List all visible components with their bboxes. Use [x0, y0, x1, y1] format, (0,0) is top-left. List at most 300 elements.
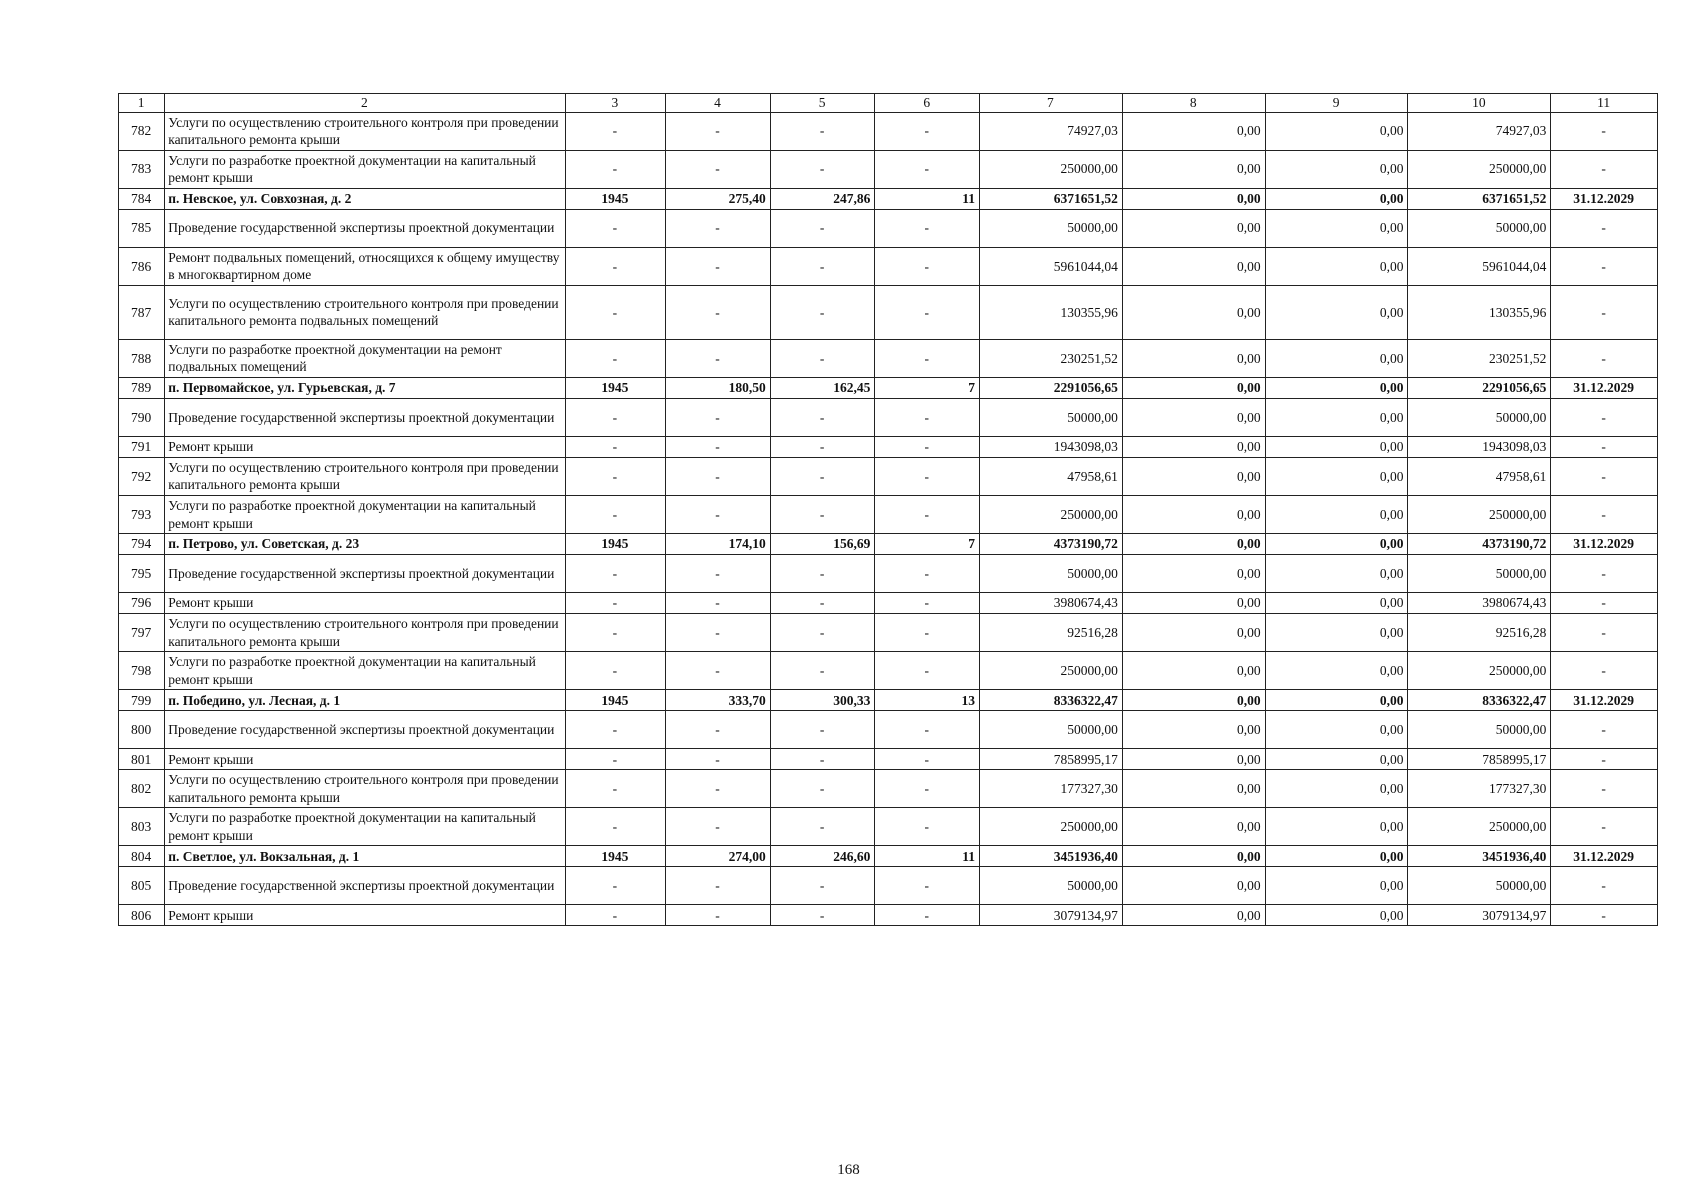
area-total-cell: -: [666, 457, 771, 495]
row-number-cell: 786: [119, 247, 165, 285]
cost-total-cell: 7858995,17: [980, 749, 1123, 770]
fund-local-cell: 0,00: [1265, 112, 1408, 150]
description-cell: Услуги по разработке проектной документации на капитальный ремонт крыши: [165, 652, 565, 690]
completion-date-cell: -: [1551, 209, 1658, 247]
table-row: [119, 112, 1658, 150]
col-header-1: 1: [119, 94, 165, 113]
area-total-cell: -: [666, 209, 771, 247]
year-cell: -: [565, 457, 666, 495]
owners-funds-cell: 47958,61: [1408, 457, 1551, 495]
capital-repair-table: [118, 93, 1658, 926]
fund-local-cell: 0,00: [1265, 457, 1408, 495]
row-number-cell: 800: [119, 711, 165, 749]
table-body: [119, 112, 1658, 926]
year-cell: -: [565, 496, 666, 534]
cost-total-cell: 6371651,52: [980, 188, 1123, 209]
col-header-4: 4: [666, 94, 771, 113]
area-total-cell: -: [666, 749, 771, 770]
area-living-cell: -: [770, 150, 875, 188]
year-cell: -: [565, 652, 666, 690]
residents-cell: -: [875, 593, 980, 614]
description-cell: Проведение государственной экспертизы проектной документации: [165, 209, 565, 247]
owners-funds-cell: 2291056,65: [1408, 377, 1551, 398]
fund-regional-cell: 0,00: [1122, 377, 1265, 398]
residents-cell: -: [875, 905, 980, 926]
description-cell: Ремонт крыши: [165, 593, 565, 614]
description-cell: Услуги по разработке проектной документации на капитальный ремонт крыши: [165, 808, 565, 846]
owners-funds-cell: 3079134,97: [1408, 905, 1551, 926]
row-number-cell: 798: [119, 652, 165, 690]
completion-date-cell: -: [1551, 770, 1658, 808]
completion-date-cell: -: [1551, 339, 1658, 377]
row-number-cell: 790: [119, 398, 165, 436]
year-cell: -: [565, 614, 666, 652]
row-number-cell: 795: [119, 555, 165, 593]
table-row: [119, 808, 1658, 846]
owners-funds-cell: 177327,30: [1408, 770, 1551, 808]
area-total-cell: 174,10: [666, 534, 771, 555]
area-total-cell: -: [666, 285, 771, 339]
fund-local-cell: 0,00: [1265, 711, 1408, 749]
area-total-cell: -: [666, 398, 771, 436]
area-total-cell: -: [666, 496, 771, 534]
row-number-cell: 801: [119, 749, 165, 770]
fund-regional-cell: 0,00: [1122, 457, 1265, 495]
owners-funds-cell: 50000,00: [1408, 209, 1551, 247]
description-cell: Услуги по разработке проектной документации на ремонт подвальных помещений: [165, 339, 565, 377]
year-cell: -: [565, 150, 666, 188]
address-row: [119, 534, 1658, 555]
owners-funds-cell: 250000,00: [1408, 652, 1551, 690]
row-number-cell: 793: [119, 496, 165, 534]
fund-regional-cell: 0,00: [1122, 339, 1265, 377]
description-cell: Проведение государственной экспертизы проектной документации: [165, 555, 565, 593]
completion-date-cell: -: [1551, 150, 1658, 188]
row-number-cell: 791: [119, 436, 165, 457]
area-living-cell: -: [770, 247, 875, 285]
area-total-cell: -: [666, 770, 771, 808]
year-cell: 1945: [565, 377, 666, 398]
area-living-cell: -: [770, 808, 875, 846]
area-total-cell: -: [666, 867, 771, 905]
owners-funds-cell: 50000,00: [1408, 398, 1551, 436]
year-cell: -: [565, 711, 666, 749]
area-total-cell: -: [666, 593, 771, 614]
cost-total-cell: 250000,00: [980, 808, 1123, 846]
completion-date-cell: -: [1551, 496, 1658, 534]
table-row: [119, 285, 1658, 339]
residents-cell: -: [875, 436, 980, 457]
completion-date-cell: -: [1551, 112, 1658, 150]
fund-local-cell: 0,00: [1265, 188, 1408, 209]
row-number-cell: 784: [119, 188, 165, 209]
row-number-cell: 804: [119, 846, 165, 867]
residents-cell: -: [875, 247, 980, 285]
owners-funds-cell: 250000,00: [1408, 496, 1551, 534]
year-cell: 1945: [565, 188, 666, 209]
cost-total-cell: 177327,30: [980, 770, 1123, 808]
completion-date-cell: 31.12.2029: [1551, 690, 1658, 711]
description-cell: Услуги по разработке проектной документации на капитальный ремонт крыши: [165, 150, 565, 188]
area-living-cell: -: [770, 711, 875, 749]
area-living-cell: 246,60: [770, 846, 875, 867]
residents-cell: -: [875, 614, 980, 652]
row-number-cell: 783: [119, 150, 165, 188]
fund-regional-cell: 0,00: [1122, 711, 1265, 749]
area-living-cell: -: [770, 496, 875, 534]
description-cell: п. Победино, ул. Лесная, д. 1: [165, 690, 565, 711]
table-row: [119, 555, 1658, 593]
fund-regional-cell: 0,00: [1122, 690, 1265, 711]
year-cell: -: [565, 905, 666, 926]
area-total-cell: -: [666, 808, 771, 846]
table-row: [119, 749, 1658, 770]
year-cell: 1945: [565, 690, 666, 711]
fund-regional-cell: 0,00: [1122, 749, 1265, 770]
fund-local-cell: 0,00: [1265, 770, 1408, 808]
cost-total-cell: 8336322,47: [980, 690, 1123, 711]
fund-regional-cell: 0,00: [1122, 555, 1265, 593]
col-header-6: 6: [875, 94, 980, 113]
row-number-cell: 787: [119, 285, 165, 339]
cost-total-cell: 230251,52: [980, 339, 1123, 377]
row-number-cell: 805: [119, 867, 165, 905]
residents-cell: -: [875, 555, 980, 593]
fund-regional-cell: 0,00: [1122, 188, 1265, 209]
residents-cell: -: [875, 652, 980, 690]
area-living-cell: -: [770, 905, 875, 926]
col-header-3: 3: [565, 94, 666, 113]
cost-total-cell: 4373190,72: [980, 534, 1123, 555]
description-cell: п. Светлое, ул. Вокзальная, д. 1: [165, 846, 565, 867]
area-living-cell: -: [770, 457, 875, 495]
owners-funds-cell: 250000,00: [1408, 808, 1551, 846]
cost-total-cell: 130355,96: [980, 285, 1123, 339]
table-row: [119, 398, 1658, 436]
area-total-cell: 275,40: [666, 188, 771, 209]
fund-local-cell: 0,00: [1265, 534, 1408, 555]
area-living-cell: -: [770, 398, 875, 436]
fund-regional-cell: 0,00: [1122, 150, 1265, 188]
year-cell: -: [565, 867, 666, 905]
cost-total-cell: 1943098,03: [980, 436, 1123, 457]
year-cell: -: [565, 112, 666, 150]
col-header-9: 9: [1265, 94, 1408, 113]
table-row: [119, 770, 1658, 808]
col-header-8: 8: [1122, 94, 1265, 113]
area-total-cell: -: [666, 436, 771, 457]
residents-cell: -: [875, 209, 980, 247]
row-number-cell: 806: [119, 905, 165, 926]
fund-regional-cell: 0,00: [1122, 436, 1265, 457]
row-number-cell: 782: [119, 112, 165, 150]
area-living-cell: -: [770, 770, 875, 808]
cost-total-cell: 50000,00: [980, 555, 1123, 593]
area-living-cell: -: [770, 614, 875, 652]
area-living-cell: -: [770, 652, 875, 690]
col-header-11: 11: [1551, 94, 1658, 113]
area-total-cell: -: [666, 555, 771, 593]
cost-total-cell: 50000,00: [980, 209, 1123, 247]
cost-total-cell: 3451936,40: [980, 846, 1123, 867]
fund-regional-cell: 0,00: [1122, 496, 1265, 534]
area-total-cell: -: [666, 711, 771, 749]
table-row: [119, 614, 1658, 652]
year-cell: -: [565, 555, 666, 593]
fund-local-cell: 0,00: [1265, 339, 1408, 377]
description-cell: Ремонт крыши: [165, 905, 565, 926]
residents-cell: -: [875, 770, 980, 808]
fund-regional-cell: 0,00: [1122, 398, 1265, 436]
completion-date-cell: -: [1551, 867, 1658, 905]
year-cell: -: [565, 247, 666, 285]
description-cell: Ремонт подвальных помещений, относящихся к общему имуществу в многоквартирном доме: [165, 247, 565, 285]
area-total-cell: -: [666, 247, 771, 285]
owners-funds-cell: 250000,00: [1408, 150, 1551, 188]
area-living-cell: 300,33: [770, 690, 875, 711]
fund-local-cell: 0,00: [1265, 209, 1408, 247]
area-total-cell: -: [666, 905, 771, 926]
row-number-cell: 799: [119, 690, 165, 711]
table-row: [119, 905, 1658, 926]
table-row: [119, 652, 1658, 690]
completion-date-cell: -: [1551, 749, 1658, 770]
row-number-cell: 802: [119, 770, 165, 808]
description-cell: п. Невское, ул. Совхозная, д. 2: [165, 188, 565, 209]
col-header-7: 7: [980, 94, 1123, 113]
residents-cell: -: [875, 150, 980, 188]
cost-total-cell: 50000,00: [980, 711, 1123, 749]
description-cell: Услуги по осуществлению строительного контроля при проведении капитального ремонта подвальных помещений: [165, 285, 565, 339]
area-living-cell: -: [770, 749, 875, 770]
year-cell: 1945: [565, 846, 666, 867]
completion-date-cell: -: [1551, 247, 1658, 285]
area-living-cell: -: [770, 593, 875, 614]
owners-funds-cell: 5961044,04: [1408, 247, 1551, 285]
area-total-cell: -: [666, 112, 771, 150]
address-row: [119, 188, 1658, 209]
fund-local-cell: 0,00: [1265, 496, 1408, 534]
area-living-cell: -: [770, 555, 875, 593]
area-total-cell: -: [666, 652, 771, 690]
fund-regional-cell: 0,00: [1122, 905, 1265, 926]
residents-cell: 7: [875, 534, 980, 555]
table-row: [119, 711, 1658, 749]
row-number-cell: 785: [119, 209, 165, 247]
fund-regional-cell: 0,00: [1122, 614, 1265, 652]
owners-funds-cell: 130355,96: [1408, 285, 1551, 339]
owners-funds-cell: 92516,28: [1408, 614, 1551, 652]
fund-regional-cell: 0,00: [1122, 770, 1265, 808]
residents-cell: -: [875, 749, 980, 770]
area-living-cell: -: [770, 867, 875, 905]
area-living-cell: -: [770, 285, 875, 339]
area-total-cell: -: [666, 150, 771, 188]
row-number-cell: 803: [119, 808, 165, 846]
year-cell: -: [565, 209, 666, 247]
area-living-cell: -: [770, 339, 875, 377]
year-cell: -: [565, 339, 666, 377]
fund-regional-cell: 0,00: [1122, 867, 1265, 905]
residents-cell: 11: [875, 188, 980, 209]
table-row: [119, 436, 1658, 457]
residents-cell: 11: [875, 846, 980, 867]
cost-total-cell: 250000,00: [980, 652, 1123, 690]
description-cell: п. Петрово, ул. Советская, д. 23: [165, 534, 565, 555]
description-cell: Услуги по осуществлению строительного контроля при проведении капитального ремонта крыши: [165, 614, 565, 652]
fund-local-cell: 0,00: [1265, 652, 1408, 690]
cost-total-cell: 50000,00: [980, 867, 1123, 905]
fund-local-cell: 0,00: [1265, 690, 1408, 711]
address-row: [119, 377, 1658, 398]
residents-cell: -: [875, 711, 980, 749]
cost-total-cell: 74927,03: [980, 112, 1123, 150]
owners-funds-cell: 74927,03: [1408, 112, 1551, 150]
completion-date-cell: -: [1551, 711, 1658, 749]
description-cell: Услуги по разработке проектной документации на капитальный ремонт крыши: [165, 496, 565, 534]
year-cell: -: [565, 436, 666, 457]
fund-local-cell: 0,00: [1265, 593, 1408, 614]
cost-total-cell: 47958,61: [980, 457, 1123, 495]
area-total-cell: 333,70: [666, 690, 771, 711]
completion-date-cell: -: [1551, 436, 1658, 457]
owners-funds-cell: 3980674,43: [1408, 593, 1551, 614]
page-number: 168: [837, 1162, 860, 1178]
fund-local-cell: 0,00: [1265, 398, 1408, 436]
residents-cell: -: [875, 867, 980, 905]
completion-date-cell: -: [1551, 593, 1658, 614]
table-row: [119, 457, 1658, 495]
year-cell: -: [565, 398, 666, 436]
description-cell: п. Первомайское, ул. Гурьевская, д. 7: [165, 377, 565, 398]
cost-total-cell: 50000,00: [980, 398, 1123, 436]
fund-regional-cell: 0,00: [1122, 846, 1265, 867]
fund-regional-cell: 0,00: [1122, 285, 1265, 339]
area-total-cell: 180,50: [666, 377, 771, 398]
row-number-cell: 796: [119, 593, 165, 614]
fund-local-cell: 0,00: [1265, 555, 1408, 593]
col-header-2: 2: [165, 94, 565, 113]
area-total-cell: 274,00: [666, 846, 771, 867]
residents-cell: -: [875, 285, 980, 339]
owners-funds-cell: 3451936,40: [1408, 846, 1551, 867]
year-cell: -: [565, 593, 666, 614]
cost-total-cell: 3079134,97: [980, 905, 1123, 926]
fund-regional-cell: 0,00: [1122, 652, 1265, 690]
year-cell: 1945: [565, 534, 666, 555]
table-row: [119, 867, 1658, 905]
row-number-cell: 794: [119, 534, 165, 555]
description-cell: Услуги по осуществлению строительного контроля при проведении капитального ремонта крыши: [165, 457, 565, 495]
owners-funds-cell: 230251,52: [1408, 339, 1551, 377]
fund-local-cell: 0,00: [1265, 808, 1408, 846]
fund-local-cell: 0,00: [1265, 436, 1408, 457]
description-cell: Проведение государственной экспертизы проектной документации: [165, 398, 565, 436]
table-row: [119, 247, 1658, 285]
area-living-cell: -: [770, 112, 875, 150]
address-row: [119, 690, 1658, 711]
residents-cell: -: [875, 112, 980, 150]
fund-local-cell: 0,00: [1265, 247, 1408, 285]
table-row: [119, 339, 1658, 377]
cost-total-cell: 3980674,43: [980, 593, 1123, 614]
owners-funds-cell: 8336322,47: [1408, 690, 1551, 711]
table-row: [119, 593, 1658, 614]
residents-cell: -: [875, 808, 980, 846]
description-cell: Услуги по осуществлению строительного контроля при проведении капитального ремонта крыши: [165, 112, 565, 150]
fund-regional-cell: 0,00: [1122, 112, 1265, 150]
residents-cell: -: [875, 398, 980, 436]
row-number-cell: 797: [119, 614, 165, 652]
owners-funds-cell: 7858995,17: [1408, 749, 1551, 770]
owners-funds-cell: 4373190,72: [1408, 534, 1551, 555]
fund-local-cell: 0,00: [1265, 377, 1408, 398]
completion-date-cell: -: [1551, 905, 1658, 926]
area-living-cell: 162,45: [770, 377, 875, 398]
year-cell: -: [565, 749, 666, 770]
cost-total-cell: 5961044,04: [980, 247, 1123, 285]
completion-date-cell: -: [1551, 614, 1658, 652]
completion-date-cell: -: [1551, 808, 1658, 846]
description-cell: Ремонт крыши: [165, 436, 565, 457]
area-living-cell: 247,86: [770, 188, 875, 209]
year-cell: -: [565, 285, 666, 339]
owners-funds-cell: 6371651,52: [1408, 188, 1551, 209]
owners-funds-cell: 50000,00: [1408, 555, 1551, 593]
column-number-row: [119, 94, 1658, 113]
table-row: [119, 496, 1658, 534]
row-number-cell: 792: [119, 457, 165, 495]
completion-date-cell: 31.12.2029: [1551, 377, 1658, 398]
owners-funds-cell: 50000,00: [1408, 711, 1551, 749]
fund-regional-cell: 0,00: [1122, 247, 1265, 285]
fund-regional-cell: 0,00: [1122, 209, 1265, 247]
residents-cell: 13: [875, 690, 980, 711]
completion-date-cell: -: [1551, 398, 1658, 436]
cost-total-cell: 250000,00: [980, 496, 1123, 534]
completion-date-cell: 31.12.2029: [1551, 846, 1658, 867]
fund-regional-cell: 0,00: [1122, 593, 1265, 614]
owners-funds-cell: 1943098,03: [1408, 436, 1551, 457]
address-row: [119, 846, 1658, 867]
completion-date-cell: -: [1551, 652, 1658, 690]
fund-local-cell: 0,00: [1265, 905, 1408, 926]
area-living-cell: 156,69: [770, 534, 875, 555]
completion-date-cell: 31.12.2029: [1551, 188, 1658, 209]
table-row: [119, 150, 1658, 188]
area-living-cell: -: [770, 209, 875, 247]
cost-total-cell: 92516,28: [980, 614, 1123, 652]
completion-date-cell: -: [1551, 285, 1658, 339]
residents-cell: -: [875, 496, 980, 534]
table-row: [119, 209, 1658, 247]
residents-cell: 7: [875, 377, 980, 398]
fund-regional-cell: 0,00: [1122, 808, 1265, 846]
year-cell: -: [565, 770, 666, 808]
col-header-10: 10: [1408, 94, 1551, 113]
fund-local-cell: 0,00: [1265, 749, 1408, 770]
area-living-cell: -: [770, 436, 875, 457]
row-number-cell: 788: [119, 339, 165, 377]
residents-cell: -: [875, 339, 980, 377]
completion-date-cell: -: [1551, 555, 1658, 593]
year-cell: -: [565, 808, 666, 846]
description-cell: Услуги по осуществлению строительного контроля при проведении капитального ремонта крыши: [165, 770, 565, 808]
fund-local-cell: 0,00: [1265, 285, 1408, 339]
cost-total-cell: 250000,00: [980, 150, 1123, 188]
fund-regional-cell: 0,00: [1122, 534, 1265, 555]
description-cell: Проведение государственной экспертизы проектной документации: [165, 711, 565, 749]
